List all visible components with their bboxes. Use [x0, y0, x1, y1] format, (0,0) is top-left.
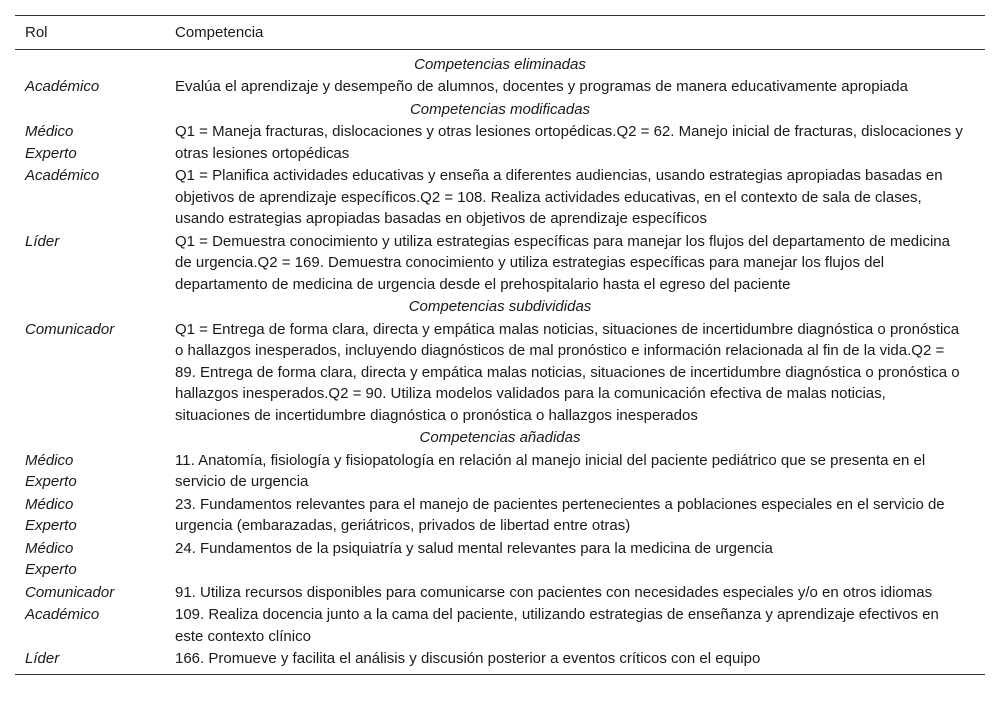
competencia-cell: 91. Utiliza recursos disponibles para comunicarse con pacientes con necesidades especiales y/o en otros idiomas	[175, 583, 933, 601]
table-row	[15, 449, 985, 493]
header-rol: Rol	[25, 24, 48, 41]
rol-cell: Líder	[25, 650, 60, 667]
table-row	[15, 647, 985, 674]
header-competencia: Competencia	[175, 24, 264, 41]
table-row	[15, 581, 985, 604]
competencia-cell: Q1 = Demuestra conocimiento y utiliza estrategias específicas para manejar los flujos del departamento de medicina de urgencia.Q2 = 169. Demuestra conocimiento y utiliza estrategias específicas para manejar los flujos del departamento de medicina de urgencia desde el prehospitalario hasta el egreso del paciente	[175, 232, 950, 293]
rol-cell: Médico Experto	[25, 451, 77, 490]
rol-cell: Líder	[25, 232, 60, 250]
rol-cell: Médico Experto	[25, 123, 77, 162]
table-row	[15, 120, 985, 164]
section-eliminadas	[15, 49, 985, 75]
competencia-cell: Q1 = Maneja fracturas, dislocaciones y otras lesiones ortopédicas.Q2 = 62. Manejo inicial de fracturas, dislocaciones y otras lesiones ortopédicas	[175, 123, 963, 162]
competencia-cell: 23. Fundamentos relevantes para el manejo de pacientes pertenecientes a poblaciones especiales en el servicio de urgencia (embarazadas, geriátricos, privados de libertad entre otras)	[175, 495, 945, 534]
section-anadidas	[15, 426, 985, 449]
table-row	[15, 164, 985, 230]
table-row	[15, 537, 985, 581]
section-title: Competencias eliminadas	[414, 55, 586, 73]
header-row	[15, 16, 985, 50]
rol-cell: Comunicador	[25, 583, 115, 601]
rol-cell: Médico Experto	[25, 539, 77, 578]
table-row	[15, 318, 985, 427]
competencia-cell: Q1 = Entrega de forma clara, directa y empática malas noticias, situaciones de incertidumbre diagnóstica o pronóstica o hallazgos inesperados, incluyendo diagnósticos de mal pronóstico e información relacionada al fin de la vida.Q2 = 89. Entrega de forma clara, directa y empática malas noticias, situaciones de incertidumbre diagnóstica o pronóstica o hallazgos inesperados.Q2 = 90. Utiliza modelos validados para la comunicación efectiva de malas noticias, situaciones de incertidumbre diagnóstica o pronóstica o hallazgos inesperados	[175, 320, 960, 424]
competencia-cell: 109. Realiza docencia junto a la cama del paciente, utilizando estrategias de enseñanza y aprendizaje efectivos en este contexto clínico	[175, 606, 939, 645]
competencia-cell: 166. Promueve y facilita el análisis y discusión posterior a eventos críticos con el equipo	[175, 650, 761, 667]
section-title: Competencias subdivididas	[408, 298, 592, 315]
competencias-table	[15, 15, 985, 675]
table-row	[15, 230, 985, 296]
section-title: Competencias modificadas	[409, 100, 591, 118]
rol-cell: Académico	[25, 167, 100, 184]
section-title: Competencias añadidas	[419, 429, 581, 446]
rol-cell: Académico	[25, 78, 100, 95]
table-row	[15, 603, 985, 647]
competencia-cell: 24. Fundamentos de la psiquiatría y salud mental relevantes para la medicina de urgencia	[175, 539, 773, 557]
competencia-cell: Q1 = Planifica actividades educativas y enseña a diferentes audiencias, usando estrategias apropiadas basadas en objetivos de aprendizaje específicos.Q2 = 108. Realiza actividades educativas, en el contexto de sala de clases, usando estrategias apropiadas basadas en objetivos de aprendizaje específicos	[175, 167, 943, 227]
table-body	[15, 49, 985, 674]
rol-cell: Médico Experto	[25, 495, 77, 534]
table-row	[15, 493, 985, 537]
competencias-table-container	[15, 15, 985, 675]
rol-cell: Comunicador	[25, 320, 115, 338]
table-header	[15, 16, 985, 50]
rol-cell: Académico	[25, 606, 100, 623]
competencia-cell: Evalúa el aprendizaje y desempeño de alumnos, docentes y programas de manera educativamente apropiada	[175, 78, 908, 95]
table-row	[15, 75, 985, 98]
competencia-cell: 11. Anatomía, fisiología y fisiopatología en relación al manejo inicial del paciente pediátrico que se presenta en el servicio de urgencia	[175, 451, 926, 490]
section-subdivididas	[15, 295, 985, 318]
section-modificadas	[15, 98, 985, 121]
